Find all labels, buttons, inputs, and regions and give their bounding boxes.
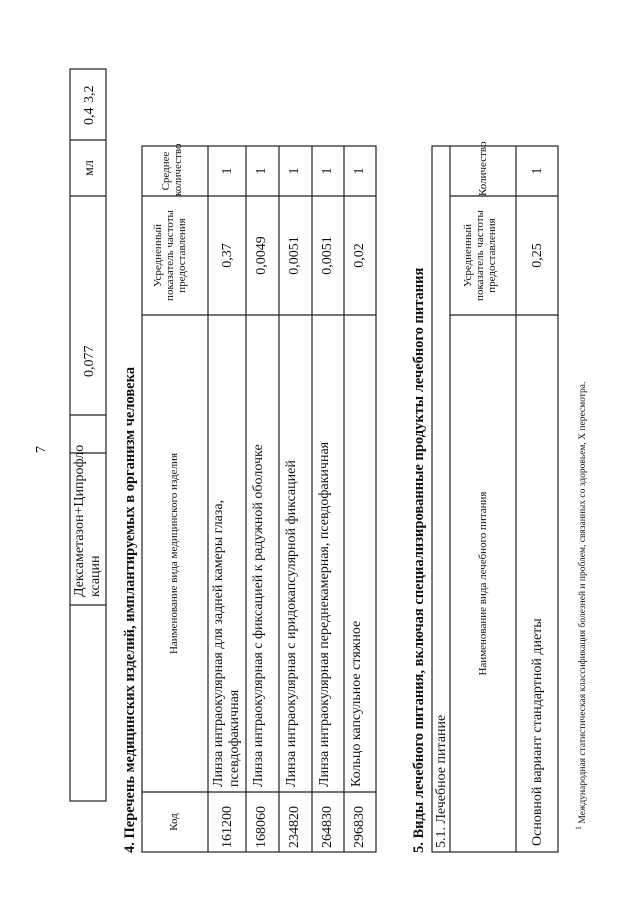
table-row-code: 264830 — [320, 806, 335, 848]
table-row-freq: 0,0051 — [287, 236, 302, 275]
footnote — [573, 382, 589, 830]
table-row-name-line2: псевдофакичная — [227, 689, 242, 787]
drug-dose: 0,4 — [82, 107, 97, 125]
table-row-name-line1: Линза интраокулярная для задней камеры глаза, — [211, 499, 226, 787]
section4-title: 4. Перечень медицинских изделий, имплантируемых в организм человека — [122, 366, 138, 853]
section4-header-avg-line1: Среднее — [160, 151, 172, 191]
table-row-name: Линза интраокулярная с иридокапсулярной фиксацией — [284, 460, 299, 787]
table-row-freq: 0,37 — [220, 243, 235, 268]
section5-header-freq-line2: показатель частоты — [474, 210, 486, 301]
table-row-freq: 0,02 — [352, 243, 367, 268]
table-row-qty: 1 — [530, 167, 545, 175]
table-row-code: 234820 — [287, 806, 302, 848]
table-row-qty: 1 — [287, 167, 302, 175]
footnote-text: Международная статистическая классификация болезней и проблем, связанных со здоровьем, X пересмотра. — [578, 381, 589, 827]
section4-header-avg-line2: количество — [172, 143, 184, 196]
table-row-code: 296830 — [352, 806, 367, 848]
section4-header-avg — [160, 143, 184, 196]
table-row-name: Основной вариант стандартной диеты — [530, 618, 545, 846]
footnote-mark: 1 — [574, 826, 583, 830]
section4-header-code: Код — [168, 813, 180, 831]
table-row-name: Линза интраокулярная переднекамерная, псевдофакичная — [317, 441, 332, 787]
section5-header-name: Наименование вида лечебного питания — [477, 491, 489, 676]
table-row-freq: 0,0049 — [254, 236, 269, 275]
drug-name-cell — [72, 444, 104, 597]
drug-total: 3,2 — [82, 85, 97, 103]
section4-header-freq-line3: предоставления — [176, 218, 188, 293]
page-number: 7 — [34, 446, 49, 453]
table-row-freq: 0,25 — [530, 243, 545, 268]
drug-name-line1: Дексаметазон+Ципрофло — [72, 444, 87, 597]
table-row-freq: 0,0051 — [320, 236, 335, 275]
table-row-qty: 1 — [352, 167, 367, 175]
table-row-code: 161200 — [220, 806, 235, 848]
section5-header-qty: Количество — [477, 141, 489, 196]
section4-header-freq-line2: показатель частоты — [164, 210, 176, 301]
table-row-name: Кольцо капсульное стяжное — [349, 620, 364, 787]
table-row-code: 168060 — [254, 806, 269, 848]
table-row-name — [211, 317, 243, 787]
drug-unit: мл — [82, 160, 97, 176]
drug-name-line2: ксацин — [88, 555, 103, 597]
section5-header-freq-line1: Усредненный — [462, 224, 474, 288]
table-row-qty: 1 — [320, 167, 335, 175]
drug-frequency: 0,077 — [82, 345, 97, 377]
table-row-name: Линза интраокулярная с фиксацией к радужной оболочке — [251, 444, 266, 787]
section4-header-name: Наименование вида медицинского изделия — [168, 452, 180, 655]
section4-header-freq — [152, 196, 188, 315]
section5-title: 5. Виды лечебного питания, включая специализированные продукты лечебного питания — [411, 267, 427, 853]
section5-header-freq — [462, 196, 498, 315]
table-row-qty: 1 — [254, 167, 269, 175]
section4-header-freq-line1: Усредненный — [152, 224, 164, 288]
table-row-qty: 1 — [220, 167, 235, 175]
section5-subtitle: 5.1. Лечебное питание — [434, 714, 449, 848]
section5-header-freq-line3: предоставления — [486, 218, 498, 293]
